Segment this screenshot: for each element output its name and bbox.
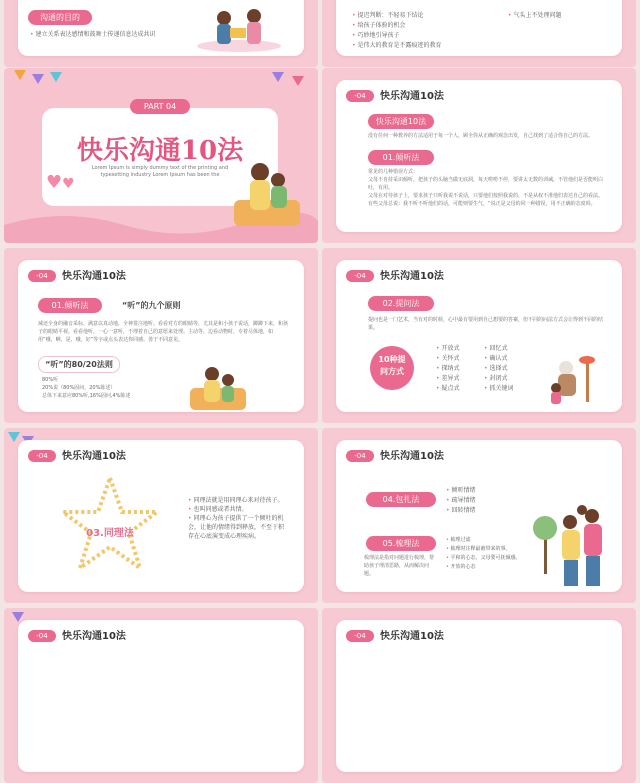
hearts-icon: ♥♥ [46,172,75,193]
pill-listening: 01.倾听法 [368,150,434,165]
principles-text: 减还全身的融音采标，满意以真动地，全神贯注地听。看看对方的眼睛等，尤其是和小孩子说话，蹲蹲下来，和孩子的眼睛平视。看看他听，一心一意听，不理着自己的意愿来处理。主动等，边看动物时，专着尽体地，如用“哦、啊、是、哦、好”等字或点头表达你同感。善于不同意见。 [38,321,289,343]
star-label: 03.同理法 [86,528,134,539]
slide-number-badge: -04 [346,270,374,282]
mother-child-illustration [188,364,248,412]
bandage-list: • 倾听情绪 • 疏导情绪 • 回转情绪 [446,486,475,516]
slide-7[interactable] [4,428,318,603]
slide-card [336,620,622,772]
slide-8[interactable] [322,428,636,603]
slide-title: 快乐沟通10法 [62,271,126,282]
pill-sorting: 05.梳理法 [366,536,436,551]
slide-card [18,0,304,56]
section-subtitle: Lorem Ipsum is simply dummy text of the printing and typesetting industry Lorem Ipsum has been the [91,165,229,178]
family-illustration [542,354,608,412]
slide-4[interactable] [322,68,636,243]
pill-listening: 01.倾听法 [38,298,102,313]
bunting-flag [14,70,26,80]
part-label: PART 04 [130,99,190,114]
intro-text: 没有任何一种教养的方法适用于每一个人，顾全你从正确的观念出发，自己找到了适合你自己的方法。 [368,133,594,139]
slide-1[interactable] [4,0,318,67]
sorting-text: 梳理法是指对问题进行梳理，帮助孩子理清思路，从而解决问题。 [364,555,435,577]
empathy-list: • 同理法就是用同理心来对待孩子。 • 也叫同感或者共情。 • 同理心为孩子提供了一个倾吐的机会，让他的情绪得到释放，不至于积存在心底演变成心理疾病。 [188,496,288,541]
family-illustration [194,2,284,56]
slide-card [18,260,304,412]
question-types-col2: • 回忆式 • 确认式 • 选择式 • 封闭式 • 抓关键词 [484,344,513,394]
bunting-flag [50,72,62,82]
bunting-flag [32,74,44,84]
slide-title: 快乐沟通10法 [380,271,444,282]
slide-card [336,260,622,412]
slide-6[interactable] [322,248,636,423]
bunting-flag [272,72,284,82]
ratio-list: 80%听 20%说（80%固问，20%陈述） 总体下来意应80%听,16%固问,4%陈述 [42,377,131,399]
bunting-flag [8,432,20,442]
right-note: • 气头上不处理问题 [508,11,608,21]
family-illustration [532,500,616,592]
slide-card [336,0,622,56]
slide-card [336,440,622,592]
slide-title: 快乐沟通10法 [380,631,444,642]
pill-purpose: 沟通的目的 [28,10,92,25]
slide-number-badge: -04 [346,90,374,102]
pill-questioning: 02.提问法 [368,296,434,311]
slide-title: 快乐沟通10法 [380,91,444,102]
pill-80-20: “听”的80/20法则 [38,356,120,373]
purpose-list: • 建立关系表达感情和鼓舞士传递信息达成共识 [30,30,170,40]
slide-number-badge: -04 [28,270,56,282]
sorting-list: • 梳理过滤 • 梳理时注释最被带来的事。 • 平和的心态，父母要可抚倾感。 • 开放的心态 [446,536,522,572]
slide-5[interactable] [4,248,318,423]
mother-child-illustration [226,154,306,238]
section-title: 快乐沟通10法 [76,136,244,166]
slide-title: 快乐沟通10法 [380,451,444,462]
slide-3[interactable] [4,68,318,243]
slide-title: 快乐沟通10法 [62,451,126,462]
slide-number-badge: -04 [28,630,56,642]
principles-list: • 提迟判断：不轻易下结论 • 给孩子体验的机会 • 巧妙地引导孩子 • 是伟大的教育是不露痕迹的教育 [352,11,502,51]
bunting-flag [292,76,304,86]
slide-card [18,440,304,592]
slide-10[interactable] [322,608,636,783]
slide-number-badge: -04 [346,450,374,462]
slide-title: 快乐沟通10法 [62,631,126,642]
question-types-circle: 10种提问方式 [370,346,414,390]
mistake-list: 常见的几种错误方式： 父母不肯持采识倾听，把孩子的头脑当做无底洞，每天唠唠不停，要讲太无数的训诫，不管他们是否能明白吐，有用。 父母在对待孩子上，要求孩子只听我说不说话，只要他们按照我说的，不是从权不准他们表达自己的看法。 有些父母总说：我不听不听他们的话，可能则要生气，“说正是父母的同一种错误，用不正确的态度吗。 [368,169,604,207]
pill-bandage: 04.包扎法 [366,492,436,507]
slide-9[interactable] [4,608,318,783]
slide-number-badge: -04 [346,630,374,642]
slide-card [18,620,304,772]
pill-section: 快乐沟通10法 [368,114,434,129]
nine-principles-heading: “听”的九个原则 [122,301,181,310]
question-types-col1: • 开放式 • 关怀式 • 探纳式 • 差异式 • 疑点式 [436,344,459,394]
questioning-text: 提问也是一门艺术，当有对的时候，心中最有要用到自己想要的答案，但不同的问法方式会让得到不同的结果。 [368,317,604,331]
slide-number-badge: -04 [28,450,56,462]
slide-2[interactable] [322,0,636,67]
slide-card [336,80,622,232]
